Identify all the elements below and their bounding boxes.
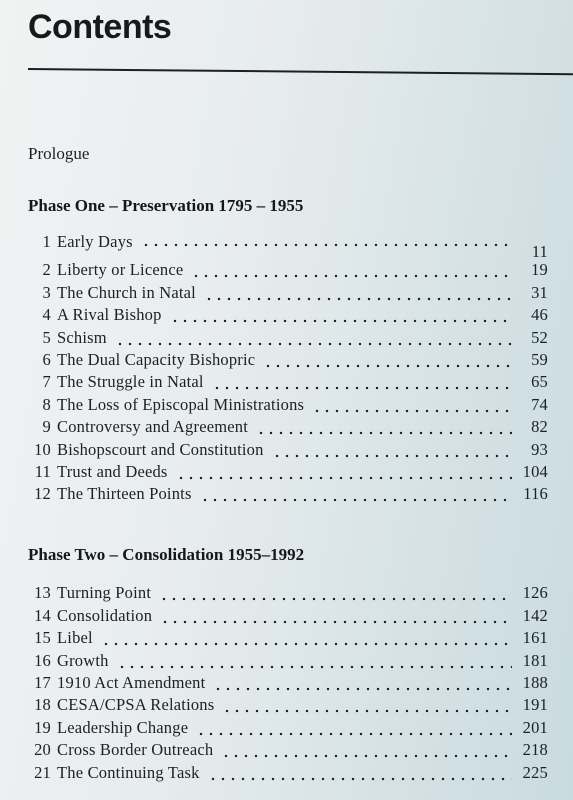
chapter-title: Libel <box>57 628 93 648</box>
chapter-page-number: 225 <box>522 762 548 782</box>
toc-entry[interactable] <box>29 232 548 261</box>
chapter-number: 16 <box>34 650 51 670</box>
chapter-title: The Loss of Episcopal Ministrations <box>57 394 305 414</box>
chapter-title: The Dual Capacity Bishopric <box>57 349 256 369</box>
chapter-number: 5 <box>42 327 51 347</box>
dot-leader <box>310 396 512 413</box>
chapter-number: 4 <box>42 305 51 325</box>
phase-one-chapter-list <box>29 232 548 504</box>
chapter-number: 17 <box>34 672 51 692</box>
chapter-number: 14 <box>34 605 51 625</box>
chapter-page-number: 201 <box>522 717 548 737</box>
dot-leader <box>206 764 512 781</box>
chapter-number: 13 <box>34 583 51 603</box>
dot-leader <box>270 441 512 458</box>
chapter-page-number: 46 <box>531 305 548 325</box>
dot-leader <box>139 230 512 247</box>
chapter-number: 15 <box>34 628 51 648</box>
dot-leader <box>189 262 512 279</box>
chapter-number: 2 <box>42 260 51 280</box>
chapter-title: A Rival Bishop <box>57 305 162 325</box>
chapter-title: 1910 Act Amendment <box>57 672 206 692</box>
chapter-page-number: 116 <box>523 484 548 504</box>
toc-entry[interactable] <box>29 325 548 347</box>
chapter-number: 10 <box>34 439 51 459</box>
chapter-number: 1 <box>42 232 51 251</box>
chapter-page-number: 74 <box>531 394 548 414</box>
chapter-page-number: 59 <box>531 349 548 369</box>
dot-leader <box>210 374 512 391</box>
chapter-page-number: 65 <box>531 372 548 392</box>
toc-entry[interactable] <box>29 760 548 782</box>
chapter-page-number: 11 <box>531 242 548 261</box>
chapter-title: Trust and Deeds <box>57 461 168 481</box>
chapter-page-number: 93 <box>531 439 548 459</box>
chapter-page-number: 218 <box>522 740 548 760</box>
toc-entry[interactable] <box>29 392 548 414</box>
chapter-number: 3 <box>42 282 51 302</box>
chapter-number: 6 <box>42 349 51 369</box>
dot-leader <box>254 419 512 436</box>
chapter-title: Schism <box>57 327 107 347</box>
chapter-page-number: 126 <box>522 583 548 603</box>
dot-leader <box>113 329 512 346</box>
chapter-page-number: 188 <box>522 672 548 692</box>
dot-leader <box>220 697 512 714</box>
dot-leader <box>194 719 512 736</box>
dot-leader <box>168 307 512 324</box>
toc-entry[interactable] <box>29 626 548 648</box>
dot-leader <box>115 652 512 669</box>
chapter-number: 20 <box>34 740 51 760</box>
dot-leader <box>157 585 512 602</box>
toc-entry[interactable] <box>29 738 548 760</box>
toc-entry[interactable] <box>29 671 548 693</box>
toc-entry[interactable] <box>29 648 548 670</box>
chapter-title: Early Days <box>57 232 133 251</box>
chapter-title: The Struggle in Natal <box>57 372 204 392</box>
chapter-number: 9 <box>42 417 51 437</box>
prologue-entry[interactable]: Prologue <box>28 144 90 163</box>
dot-leader <box>174 463 512 480</box>
toc-entry[interactable] <box>29 415 548 437</box>
chapter-title: Leadership Change <box>57 717 189 737</box>
chapter-title: Consolidation <box>57 605 153 625</box>
toc-entry[interactable] <box>29 482 548 504</box>
dot-leader <box>158 607 512 624</box>
dot-leader <box>99 630 512 647</box>
chapter-page-number: 82 <box>531 417 548 437</box>
toc-entry[interactable] <box>29 437 548 459</box>
chapter-title: Turning Point <box>57 583 152 603</box>
chapter-page-number: 19 <box>531 260 548 280</box>
chapter-page-number: 161 <box>522 628 548 648</box>
chapter-title: Growth <box>57 650 109 670</box>
chapter-page-number: 31 <box>531 282 548 302</box>
phase-one-heading: Phase One – Preservation 1795 – 1955 <box>28 196 304 215</box>
chapter-title: CESA/CPSA Relations <box>57 695 215 715</box>
toc-entry[interactable] <box>29 348 548 370</box>
page-title: Contents <box>28 8 172 46</box>
chapter-title: The Thirteen Points <box>57 484 192 504</box>
chapter-number: 19 <box>34 717 51 737</box>
chapter-page-number: 142 <box>522 605 548 625</box>
toc-entry[interactable] <box>29 581 548 603</box>
toc-entry[interactable] <box>29 603 548 625</box>
chapter-title: Controversy and Agreement <box>57 417 249 437</box>
dot-leader <box>219 742 512 759</box>
chapter-page-number: 52 <box>531 327 548 347</box>
chapter-page-number: 104 <box>522 461 548 481</box>
toc-entry[interactable] <box>29 715 548 737</box>
chapter-number: 11 <box>34 461 51 481</box>
toc-entry[interactable] <box>29 280 548 302</box>
chapter-number: 21 <box>34 762 51 782</box>
toc-entry[interactable] <box>29 693 548 715</box>
chapter-title: Liberty or Licence <box>57 260 184 280</box>
chapter-title: The Continuing Task <box>57 762 200 782</box>
dot-leader <box>198 486 512 503</box>
chapter-number: 12 <box>34 484 51 504</box>
chapter-title: Cross Border Outreach <box>57 740 214 760</box>
chapter-number: 7 <box>42 372 51 392</box>
toc-entry[interactable] <box>29 370 548 392</box>
toc-entry[interactable] <box>29 303 548 325</box>
dot-leader <box>211 674 512 691</box>
chapter-title: Bishopscourt and Constitution <box>57 439 264 459</box>
title-divider <box>28 68 573 75</box>
chapter-title: The Church in Natal <box>57 282 196 302</box>
dot-leader <box>202 284 512 301</box>
phase-two-chapter-list <box>29 581 548 783</box>
toc-entry[interactable] <box>29 258 548 280</box>
chapter-page-number: 181 <box>522 650 548 670</box>
chapter-number: 18 <box>34 695 51 715</box>
toc-entry[interactable] <box>29 460 548 482</box>
phase-two-heading: Phase Two – Consolidation 1955–1992 <box>28 545 305 564</box>
chapter-number: 8 <box>42 394 51 414</box>
dot-leader <box>261 351 512 368</box>
chapter-page-number: 191 <box>522 695 548 715</box>
